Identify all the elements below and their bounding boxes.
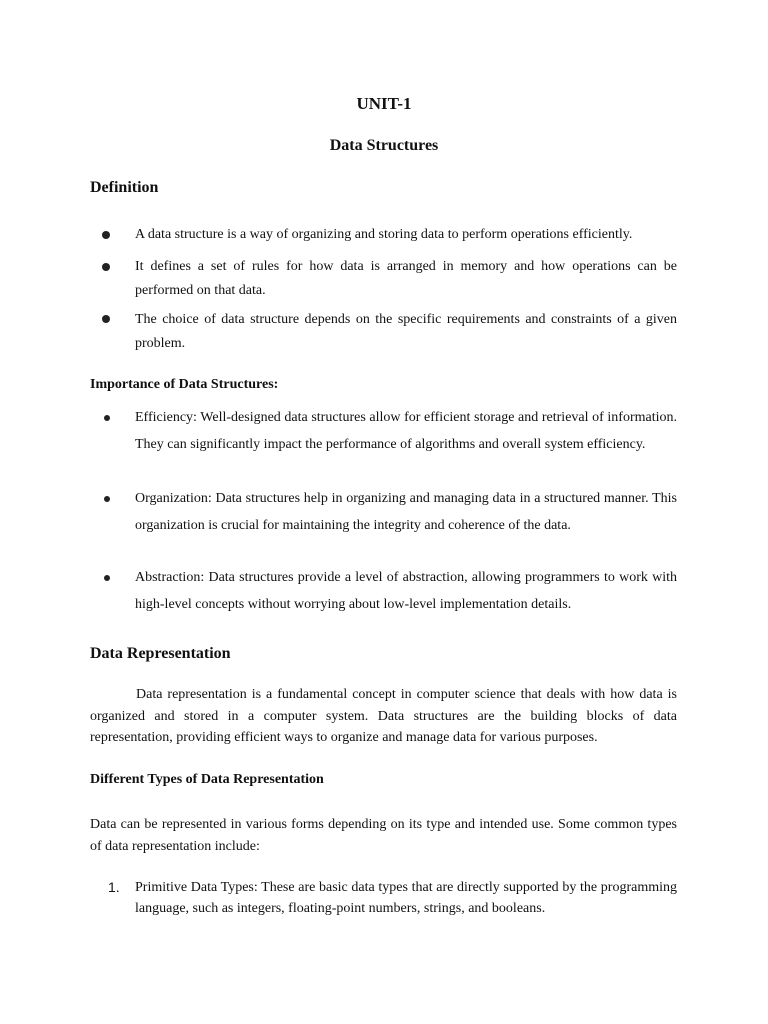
types-heading: Different Types of Data Representation xyxy=(90,772,324,787)
bullet-icon xyxy=(102,315,110,323)
bullet-icon xyxy=(104,415,110,421)
unit-title: UNIT-1 xyxy=(356,94,412,113)
list-item: The choice of data structure depends on the specific requirements and constraints of a given problem. xyxy=(135,312,677,351)
definition-heading: Definition xyxy=(90,179,159,196)
list-item: Organization: Data structures help in organizing and managing data in a structured manner. This organization is crucial for maintaining the integrity and coherence of the data. xyxy=(135,491,677,533)
list-item: A data structure is a way of organizing and storing data to perform operations efficiently. xyxy=(135,227,633,242)
data-representation-paragraph: Data representation is a fundamental concept in computer science that deals with how data is organized and stored in a computer system. Data structures are the building blocks of data representation, providing efficient ways to organize and manage data for various purposes. xyxy=(90,687,677,745)
document-title: Data Structures xyxy=(329,137,439,154)
types-intro: Data can be represented in various forms depending on its type and intended use. Some common types of data representation include: xyxy=(90,817,677,854)
list-item: It defines a set of rules for how data is arranged in memory and how operations can be performed on that data. xyxy=(135,259,677,298)
list-item-number: 1. xyxy=(108,879,120,895)
importance-heading: Importance of Data Structures: xyxy=(90,377,279,392)
data-representation-heading: Data Representation xyxy=(90,645,231,662)
bullet-icon xyxy=(104,496,110,502)
bullet-icon xyxy=(104,575,110,581)
list-item: Efficiency: Well-designed data structures allow for efficient storage and retrieval of information. They can significantly impact the performance of algorithms and overall system efficiency. xyxy=(135,410,677,452)
list-item: Primitive Data Types: These are basic data types that are directly supported by the programming language, such as integers, floating-point numbers, strings, and booleans. xyxy=(135,880,677,916)
bullet-icon xyxy=(102,263,110,271)
list-item: Abstraction: Data structures provide a level of abstraction, allowing programmers to work with high-level concepts without worrying about low-level implementation details. xyxy=(135,570,677,612)
bullet-icon xyxy=(102,231,110,239)
